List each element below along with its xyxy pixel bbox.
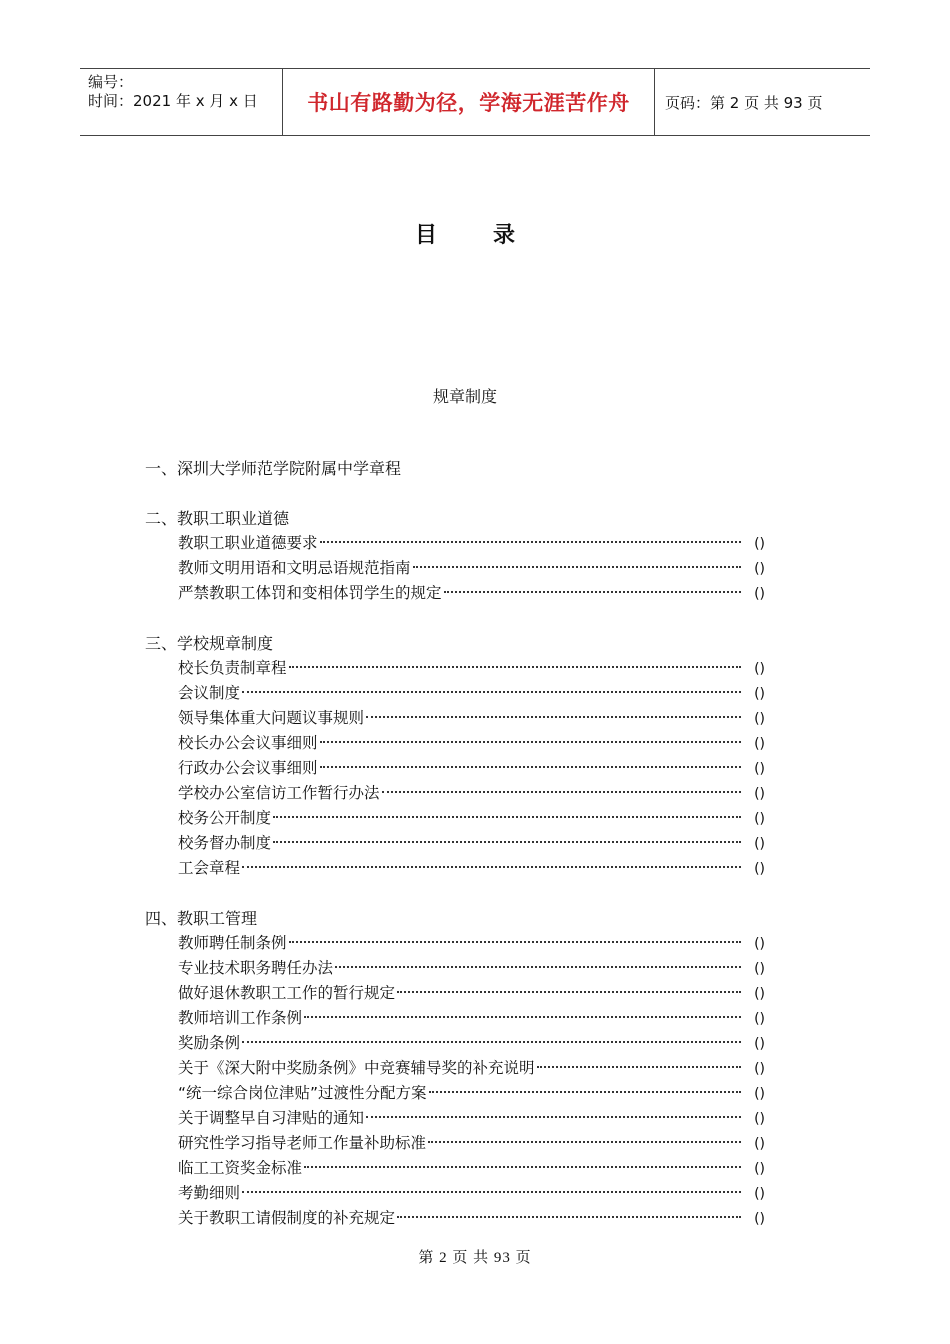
toc-entry-page: () bbox=[754, 586, 765, 602]
toc-entry-page: () bbox=[754, 736, 765, 752]
header-meta bbox=[80, 69, 282, 135]
toc-section bbox=[145, 906, 765, 1231]
toc-entry bbox=[145, 1106, 765, 1131]
toc-entry-page: () bbox=[754, 1186, 765, 1202]
toc-section-title: 一、深圳大学师范学院附属中学章程 bbox=[145, 459, 402, 478]
toc-entry bbox=[145, 681, 765, 706]
toc-entry-label: 关于调整早自习津贴的通知 bbox=[178, 1109, 365, 1127]
toc-entry-page: () bbox=[754, 761, 765, 777]
toc-entry-page: () bbox=[754, 811, 765, 827]
toc-entry bbox=[145, 931, 765, 956]
table-of-contents bbox=[145, 456, 765, 1256]
toc-entry-label: 校务督办制度 bbox=[178, 834, 272, 852]
toc-entry-page: () bbox=[754, 1111, 765, 1127]
toc-entry-label: “统一综合岗位津贴”过渡性分配方案 bbox=[178, 1084, 427, 1102]
toc-entry-label: 领导集体重大问题议事规则 bbox=[178, 709, 365, 727]
dot-leader bbox=[366, 716, 741, 718]
document-subtitle: 规章制度 bbox=[432, 387, 497, 406]
toc-entry bbox=[145, 1156, 765, 1181]
toc-entry-label: 关于《深大附中奖励条例》中竞赛辅导奖的补充说明 bbox=[178, 1059, 535, 1077]
toc-entry bbox=[145, 1081, 765, 1106]
dot-leader bbox=[242, 1191, 741, 1193]
toc-entry bbox=[145, 531, 765, 556]
dot-leader bbox=[428, 1141, 741, 1143]
toc-entry-label: 临工工资奖金标准 bbox=[178, 1159, 303, 1177]
dot-leader bbox=[397, 1216, 741, 1218]
toc-entry-label: 研究性学习指导老师工作量补助标准 bbox=[178, 1134, 427, 1152]
toc-entry-label: 考勤细则 bbox=[178, 1184, 241, 1202]
dot-leader bbox=[273, 841, 741, 843]
dot-leader bbox=[335, 966, 741, 968]
toc-entry bbox=[145, 756, 765, 781]
toc-entry-page: () bbox=[754, 936, 765, 952]
toc-entry-label: 做好退休教职工工作的暂行规定 bbox=[178, 984, 396, 1002]
toc-entry bbox=[145, 1206, 765, 1231]
dot-leader bbox=[320, 541, 741, 543]
toc-entry-label: 专业技术职务聘任办法 bbox=[178, 959, 334, 977]
toc-entry bbox=[145, 706, 765, 731]
toc-entry-page: () bbox=[754, 1011, 765, 1027]
dot-leader bbox=[320, 766, 741, 768]
dot-leader bbox=[382, 791, 741, 793]
header-page-info: 页码：第 2 页 共 93 页 bbox=[665, 93, 823, 112]
toc-entry-label: 教师聘任制条例 bbox=[178, 934, 287, 952]
toc-entry bbox=[145, 556, 765, 581]
dot-leader bbox=[289, 941, 741, 943]
toc-entry bbox=[145, 1056, 765, 1081]
toc-entry-page: () bbox=[754, 536, 765, 552]
toc-entry bbox=[145, 806, 765, 831]
toc-entry-page: () bbox=[754, 1036, 765, 1052]
dot-leader bbox=[242, 1041, 741, 1043]
page-footer: 第 2 页 共 93 页 bbox=[418, 1250, 532, 1266]
toc-entry-page: () bbox=[754, 961, 765, 977]
toc-entry-page: () bbox=[754, 1061, 765, 1077]
dot-leader bbox=[242, 691, 741, 693]
dot-leader bbox=[537, 1066, 741, 1068]
dot-leader bbox=[320, 741, 741, 743]
toc-entry-label: 严禁教职工体罚和变相体罚学生的规定 bbox=[178, 584, 442, 602]
toc-entry-page: () bbox=[754, 1086, 765, 1102]
toc-entry bbox=[145, 856, 765, 881]
toc-entry-page: () bbox=[754, 786, 765, 802]
toc-entry-label: 教师培训工作条例 bbox=[178, 1009, 303, 1027]
toc-section-title: 二、教职工职业道德 bbox=[145, 509, 290, 528]
toc-entry-label: 校长办公会议事细则 bbox=[178, 734, 318, 752]
toc-entry-page: () bbox=[754, 1136, 765, 1152]
toc-entry-label: 教职工职业道德要求 bbox=[178, 534, 318, 552]
document-title: 目录 bbox=[414, 223, 571, 248]
toc-entry-label: 行政办公会议事细则 bbox=[178, 759, 318, 777]
toc-section bbox=[145, 456, 765, 481]
toc-entry-page: () bbox=[754, 836, 765, 852]
toc-section-title: 四、教职工管理 bbox=[145, 909, 258, 928]
toc-entry-label: 工会章程 bbox=[178, 859, 241, 877]
dot-leader bbox=[429, 1091, 741, 1093]
toc-entry-page: () bbox=[754, 661, 765, 677]
page-header bbox=[80, 68, 870, 136]
dot-leader bbox=[289, 666, 741, 668]
toc-entry-label: 关于教职工请假制度的补充规定 bbox=[178, 1209, 396, 1227]
toc-entry-page: () bbox=[754, 986, 765, 1002]
toc-entry-label: 奖励条例 bbox=[178, 1034, 241, 1052]
toc-section bbox=[145, 631, 765, 881]
toc-entry bbox=[145, 1131, 765, 1156]
toc-entry-label: 教师文明用语和文明忌语规范指南 bbox=[178, 559, 411, 577]
dot-leader bbox=[304, 1166, 741, 1168]
toc-entry bbox=[145, 581, 765, 606]
toc-entry bbox=[145, 1181, 765, 1206]
toc-entry-label: 会议制度 bbox=[178, 684, 241, 702]
dot-leader bbox=[242, 866, 741, 868]
dot-leader bbox=[366, 1116, 741, 1118]
toc-section-title: 三、学校规章制度 bbox=[145, 634, 274, 653]
toc-entry bbox=[145, 981, 765, 1006]
toc-entry-label: 校务公开制度 bbox=[178, 809, 272, 827]
dot-leader bbox=[397, 991, 741, 993]
toc-entry-page: () bbox=[754, 711, 765, 727]
dot-leader bbox=[413, 566, 741, 568]
toc-entry bbox=[145, 1006, 765, 1031]
toc-entry bbox=[145, 1031, 765, 1056]
time-label: 时间：2021 年 x 月 x 日 bbox=[88, 92, 258, 110]
toc-entry-page: () bbox=[754, 1211, 765, 1227]
toc-entry-label: 学校办公室信访工作暂行办法 bbox=[178, 784, 380, 802]
toc-entry bbox=[145, 781, 765, 806]
toc-entry bbox=[145, 656, 765, 681]
toc-entry bbox=[145, 956, 765, 981]
toc-entry-label: 校长负责制章程 bbox=[178, 659, 287, 677]
toc-entry bbox=[145, 731, 765, 756]
code-label: 编号： bbox=[88, 73, 134, 91]
dot-leader bbox=[444, 591, 741, 593]
toc-entry-page: () bbox=[754, 1161, 765, 1177]
toc-entry-page: () bbox=[754, 561, 765, 577]
toc-entry bbox=[145, 831, 765, 856]
toc-section bbox=[145, 506, 765, 606]
toc-entry-page: () bbox=[754, 861, 765, 877]
dot-leader bbox=[304, 1016, 741, 1018]
dot-leader bbox=[273, 816, 741, 818]
header-motto: 书山有路勤为径，学海无涯苦作舟 bbox=[282, 69, 655, 135]
toc-entry-page: () bbox=[754, 686, 765, 702]
